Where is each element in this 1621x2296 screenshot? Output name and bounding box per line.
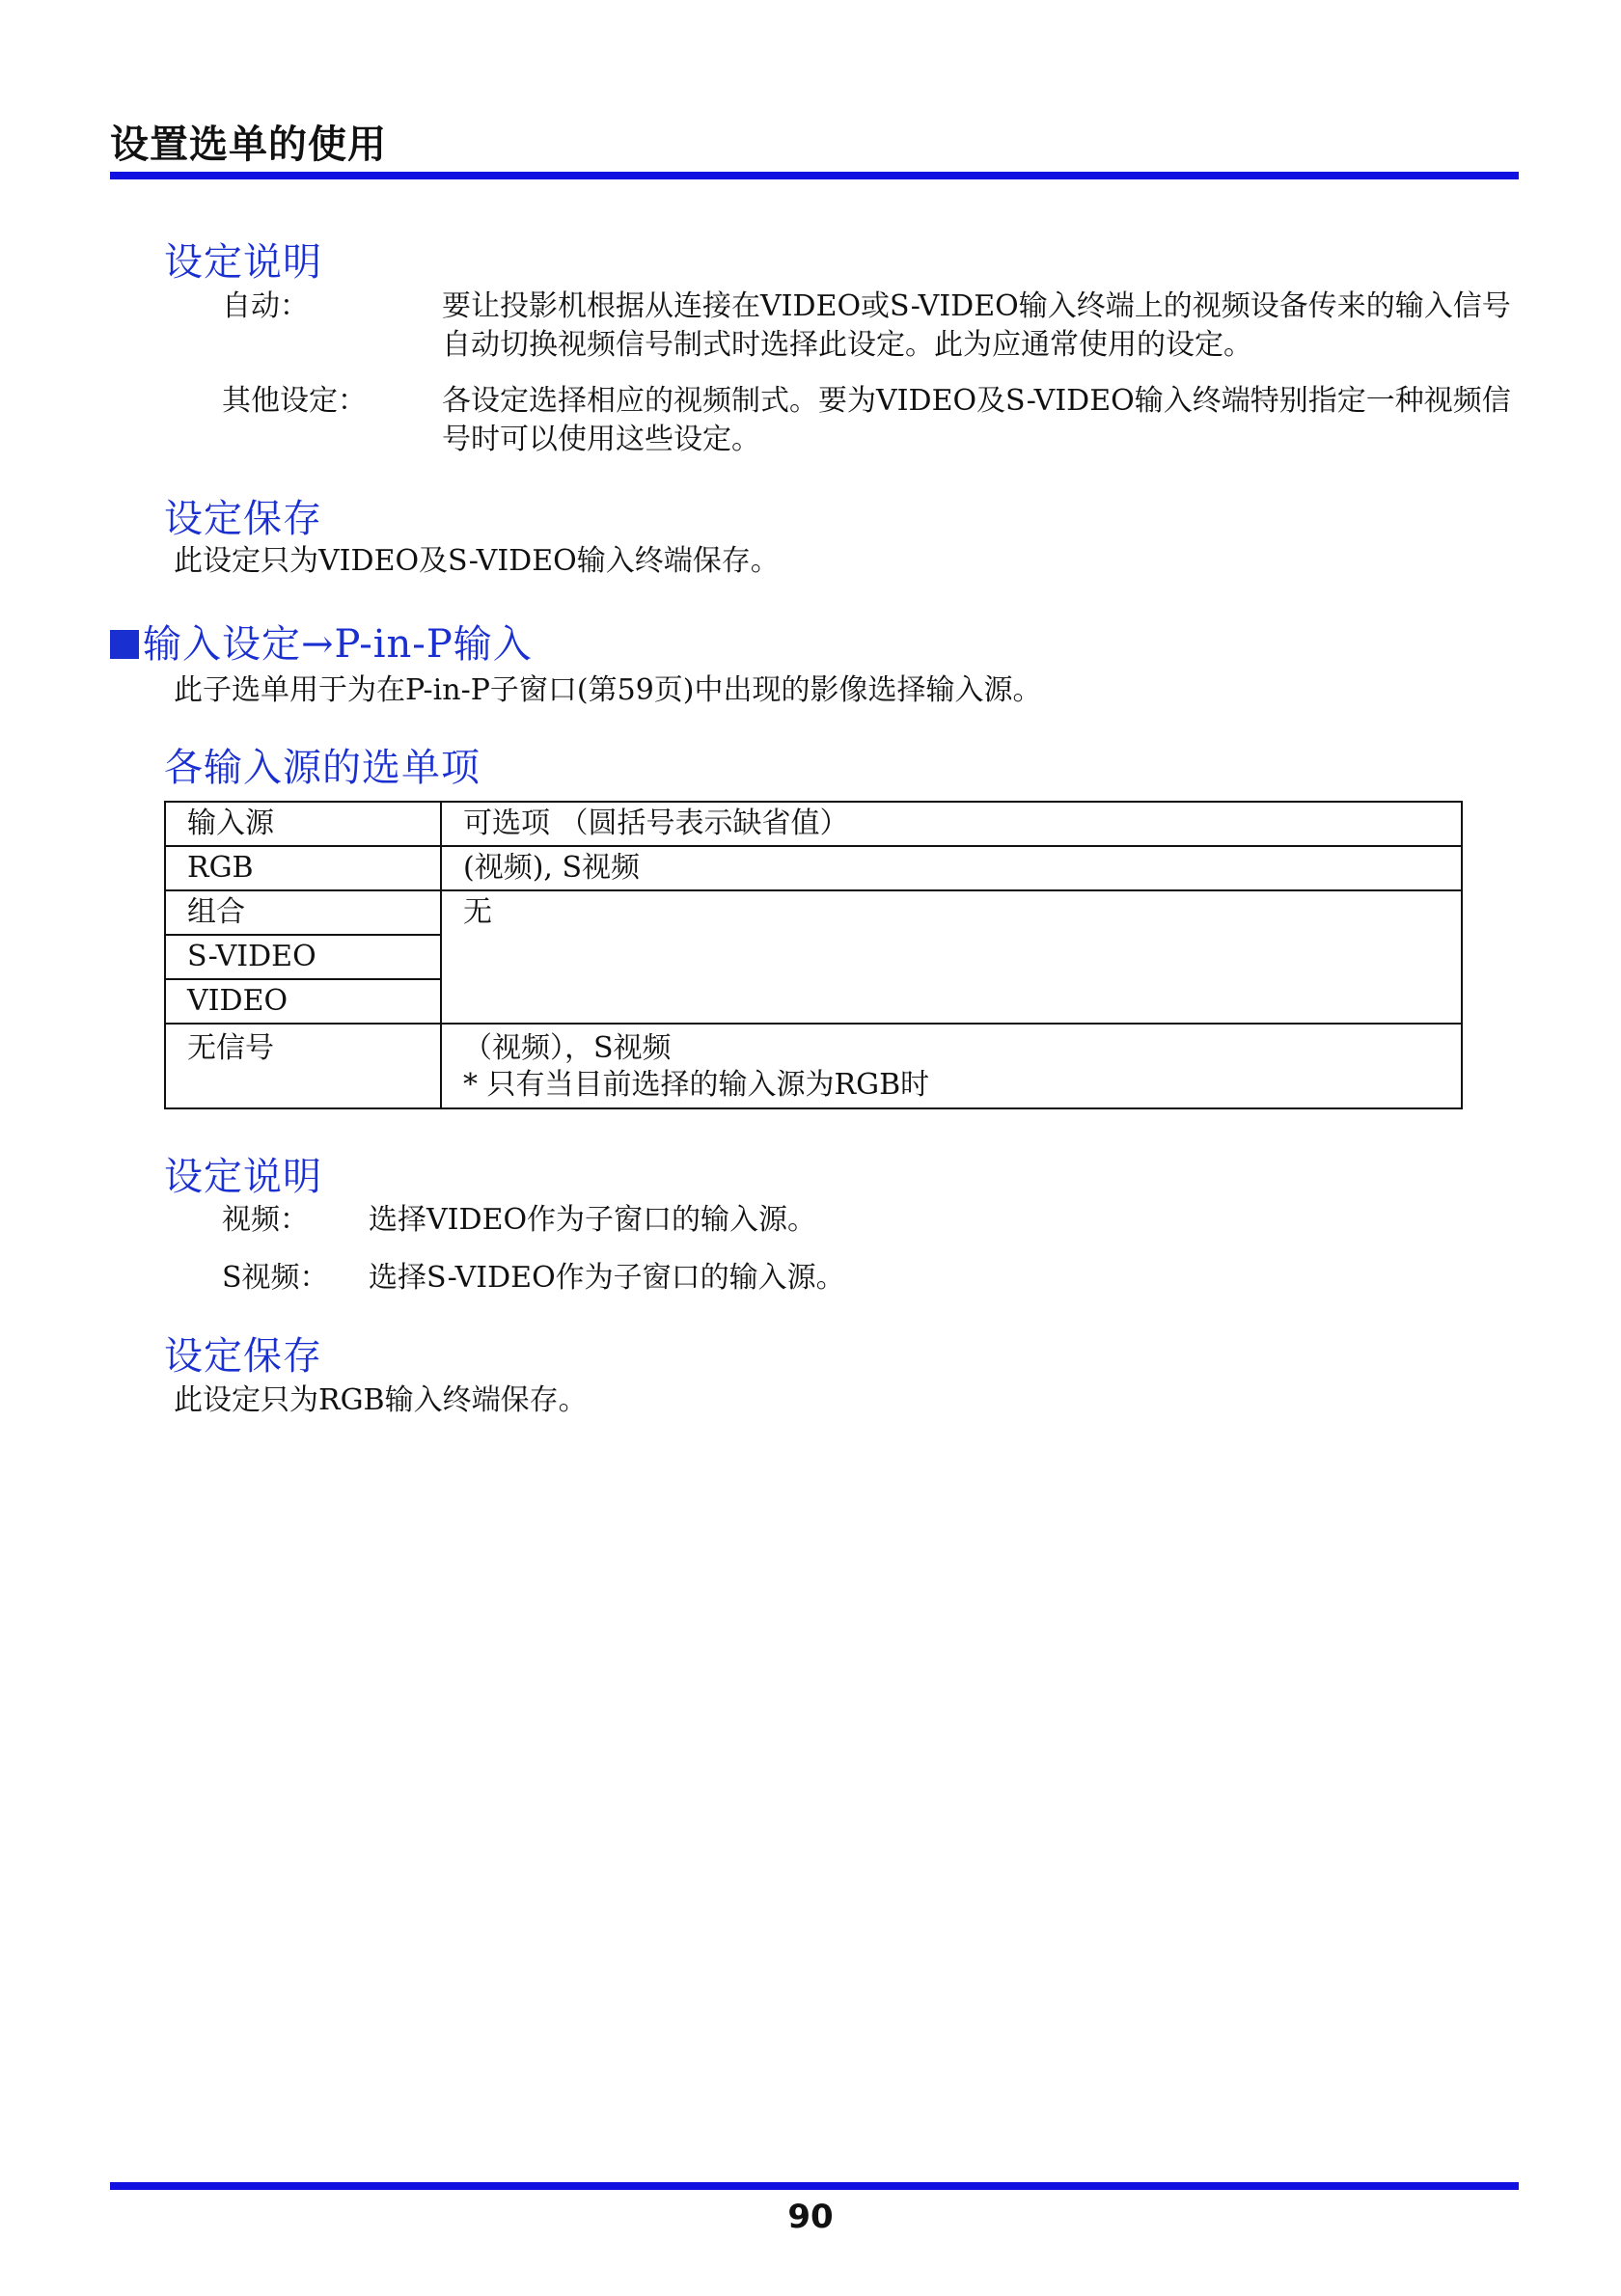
page-number: 90	[787, 2198, 834, 2236]
desc-other: 各设定选择相应的视频制式。要为VIDEO及S-VIDEO输入终端特别指定一种视频信号时可以使用这些设定。	[442, 384, 1511, 456]
table-row	[165, 890, 1462, 935]
table-cell-source: 无信号	[165, 1024, 441, 1108]
page-title: 设置选单的使用	[110, 123, 387, 167]
table-cell-options	[441, 1024, 1462, 1108]
table-cell-options: (视频), S视频	[441, 846, 1462, 890]
table-header-source: 输入源	[165, 802, 441, 846]
pinp-intro: 此子选单用于为在P-in-P子窗口(第59页)中出现的影像选择输入源。	[174, 673, 1042, 707]
table-row	[165, 846, 1462, 890]
table-cell-source: 组合	[165, 890, 441, 935]
no-signal-options: （视频），S视频	[463, 1031, 672, 1065]
desc-video: 选择VIDEO作为子窗口的输入源。	[369, 1203, 817, 1237]
desc-s-video: 选择S-VIDEO作为子窗口的输入源。	[369, 1261, 845, 1295]
description-heading-1: 设定说明	[164, 240, 322, 285]
term-video: 视频：	[222, 1203, 309, 1237]
input-source-table	[164, 801, 1463, 1109]
footer-rule	[110, 2182, 1519, 2190]
section-title-text: 输入设定→P-in-P输入	[143, 622, 533, 667]
table-header-row	[165, 802, 1462, 846]
table-cell-options: 无	[441, 890, 1462, 1024]
save-heading-1: 设定保存	[164, 497, 322, 541]
menu-heading: 各输入源的选单项	[164, 746, 481, 790]
table-cell-source: S-VIDEO	[165, 935, 441, 979]
table-cell-source: VIDEO	[165, 979, 441, 1024]
square-bullet-icon	[110, 630, 139, 659]
save-text-1: 此设定只为VIDEO及S-VIDEO输入终端保存。	[174, 544, 780, 578]
term-other: 其他设定：	[222, 384, 367, 418]
table-header-options: 可选项 （圆括号表示缺省值）	[441, 802, 1462, 846]
no-signal-note: * 只有当目前选择的输入源为RGB时	[463, 1068, 930, 1102]
desc-auto: 要让投影机根据从连接在VIDEO或S-VIDEO输入终端上的视频设备传来的输入信号自动切换视频信号制式时选择此设定。此为应通常使用的设定。	[442, 289, 1511, 362]
term-s-video: S视频：	[222, 1261, 329, 1295]
term-auto: 自动：	[222, 289, 309, 323]
save-text-2: 此设定只为RGB输入终端保存。	[174, 1383, 588, 1417]
section-title-pinp	[110, 614, 533, 669]
save-heading-2: 设定保存	[164, 1334, 322, 1379]
table-cell-source: RGB	[165, 846, 441, 890]
description-heading-2: 设定说明	[164, 1155, 322, 1199]
header-rule	[110, 172, 1519, 179]
table-row	[165, 1024, 1462, 1108]
